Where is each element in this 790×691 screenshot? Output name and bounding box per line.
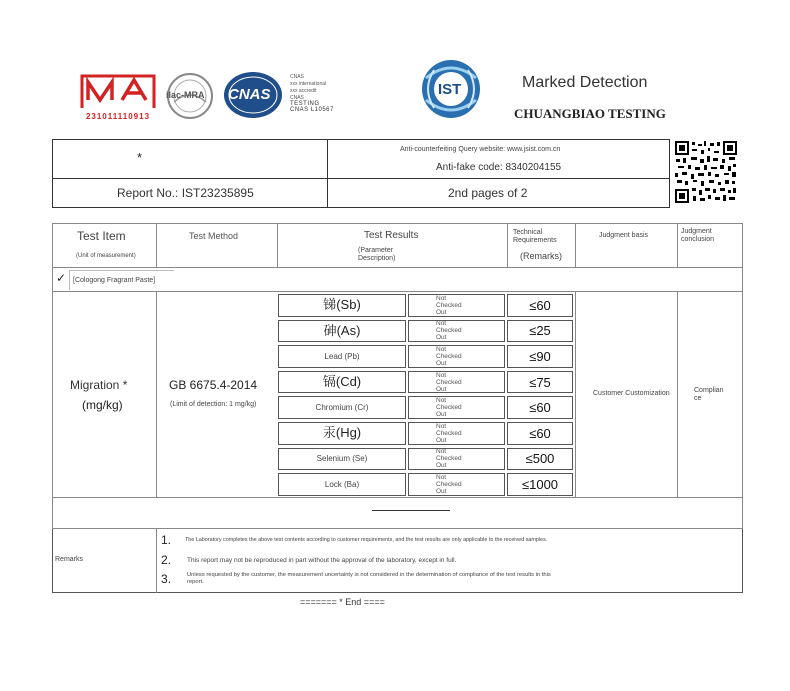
anti-fake-code: Anti-fake code: 8340204155 xyxy=(436,162,562,173)
technical-requirement: ≤60 xyxy=(507,422,573,445)
judgment-basis-value: Customer Customization xyxy=(593,390,670,397)
table-row xyxy=(278,447,575,473)
header-unit: (Unit of measurement) xyxy=(76,253,136,259)
result-value: Not Checked Out xyxy=(408,448,505,471)
sample-name: [Cologong Fragrant Paste] xyxy=(73,277,156,284)
info-divider-h xyxy=(52,178,670,179)
ilac-text: ilac-MRA xyxy=(166,90,205,100)
header-judgment-conclusion: Judgment conclusion xyxy=(681,228,715,243)
result-parameter: Selenium (Se) xyxy=(278,448,406,471)
company-name: Marked Detection xyxy=(522,74,648,91)
remark-2-text: This report may not be reproduced in part without the approval of the laboratory, except in full. xyxy=(187,557,457,564)
migration-unit: (mg/kg) xyxy=(82,398,123,412)
result-value: Not Checked Out xyxy=(408,345,505,368)
remark-1-num: 1. xyxy=(161,533,172,547)
limit-of-detection: (Limit of detection: 1 mg/kg) xyxy=(170,401,257,408)
header-test-item: Test Item xyxy=(77,229,126,243)
result-parameter: Lock (Ba) xyxy=(278,473,406,496)
remarks-label: Remarks xyxy=(55,556,84,563)
table-row xyxy=(278,293,575,319)
result-parameter: 锑(Sb) xyxy=(278,294,406,317)
remark-1-text: The Laboratory completes the above test contents according to customer requirements, and the test results are only applicable to the received samples. xyxy=(185,537,548,543)
company-name-en: CHUANGBIAO TESTING xyxy=(514,106,666,121)
header-tech-requirements: Technical Requirements xyxy=(513,229,557,244)
technical-requirement: ≤90 xyxy=(507,345,573,368)
info-star: * xyxy=(137,150,143,165)
table-row xyxy=(278,344,575,370)
cnas-line1: CNAS xyxy=(290,95,304,101)
ilac-logo xyxy=(164,72,216,120)
info-divider-v xyxy=(327,139,328,208)
result-parameter: Chromium (Cr) xyxy=(278,396,406,419)
result-parameter: 砷(As) xyxy=(278,320,406,343)
result-value: Not Checked Out xyxy=(408,320,505,343)
remark-3-num: 3. xyxy=(161,572,172,586)
sample-check-icon: ✓ xyxy=(56,271,67,285)
header-test-results: Test Results xyxy=(364,230,419,241)
result-value: Not Checked Out xyxy=(408,371,505,394)
table-row xyxy=(278,421,575,447)
result-value: Not Checked Out xyxy=(408,422,505,445)
spacer-row xyxy=(52,498,743,529)
anti-counterfeit-url: Anti-counterfeiting Query website: www.jsist.com.cn xyxy=(400,146,561,153)
cnas-line2: TESTING xyxy=(290,101,320,107)
ist-logo xyxy=(420,58,482,120)
header-results-sub2: Description) xyxy=(358,255,396,262)
technical-requirement: ≤75 xyxy=(507,371,573,394)
cma-number: 231011110913 xyxy=(85,112,151,121)
result-value: Not Checked Out xyxy=(408,396,505,419)
cnas-logo-text: CNAS xyxy=(228,86,271,103)
spacer-underline xyxy=(372,510,450,511)
qr-code xyxy=(674,140,738,204)
cnas-line3: CNAS L10567 xyxy=(290,107,334,113)
report-number: Report No.: IST23235895 xyxy=(117,186,254,200)
header-judgment-basis: Judgment basis xyxy=(599,232,649,239)
result-parameter: 镉(Cd) xyxy=(278,371,406,394)
ist-logo-text: IST xyxy=(438,81,462,98)
technical-requirement: ≤60 xyxy=(507,294,573,317)
technical-requirement: ≤60 xyxy=(507,396,573,419)
end-marker: ======= * End ==== xyxy=(300,597,385,607)
header-remarks: (Remarks) xyxy=(520,251,562,261)
page-indicator: 2nd pages of 2 xyxy=(448,186,528,200)
table-row xyxy=(278,472,575,498)
migration-label: Migration * xyxy=(70,378,128,392)
judgment-conclusion-value: Compliance xyxy=(694,387,724,402)
remark-3-text: Unless requested by the customer, the measurement uncertainty is not considered in the determination of compliance of the test results in this report. xyxy=(187,572,551,585)
cnas-logo xyxy=(222,70,284,120)
table-row xyxy=(278,319,575,345)
technical-requirement: ≤1000 xyxy=(507,473,573,496)
result-value: Not Checked Out xyxy=(408,473,505,496)
technical-requirement: ≤25 xyxy=(507,320,573,343)
result-value: Not Checked Out xyxy=(408,294,505,317)
header-test-method: Test Method xyxy=(189,231,239,241)
cnas-caption: CNAS xxx international xxx accredit CNAS TESTING CNAS L10567 xyxy=(290,74,334,113)
table-row xyxy=(278,395,575,421)
result-parameter: 汞(Hg) xyxy=(278,422,406,445)
header-results-sub1: (Parameter xyxy=(358,247,394,254)
remark-2-num: 2. xyxy=(161,553,172,567)
technical-requirement: ≤500 xyxy=(507,448,573,471)
cma-logo xyxy=(80,70,156,122)
result-parameter: Lead (Pb) xyxy=(278,345,406,368)
test-method-standard: GB 6675.4-2014 xyxy=(169,378,258,392)
table-row xyxy=(278,370,575,396)
